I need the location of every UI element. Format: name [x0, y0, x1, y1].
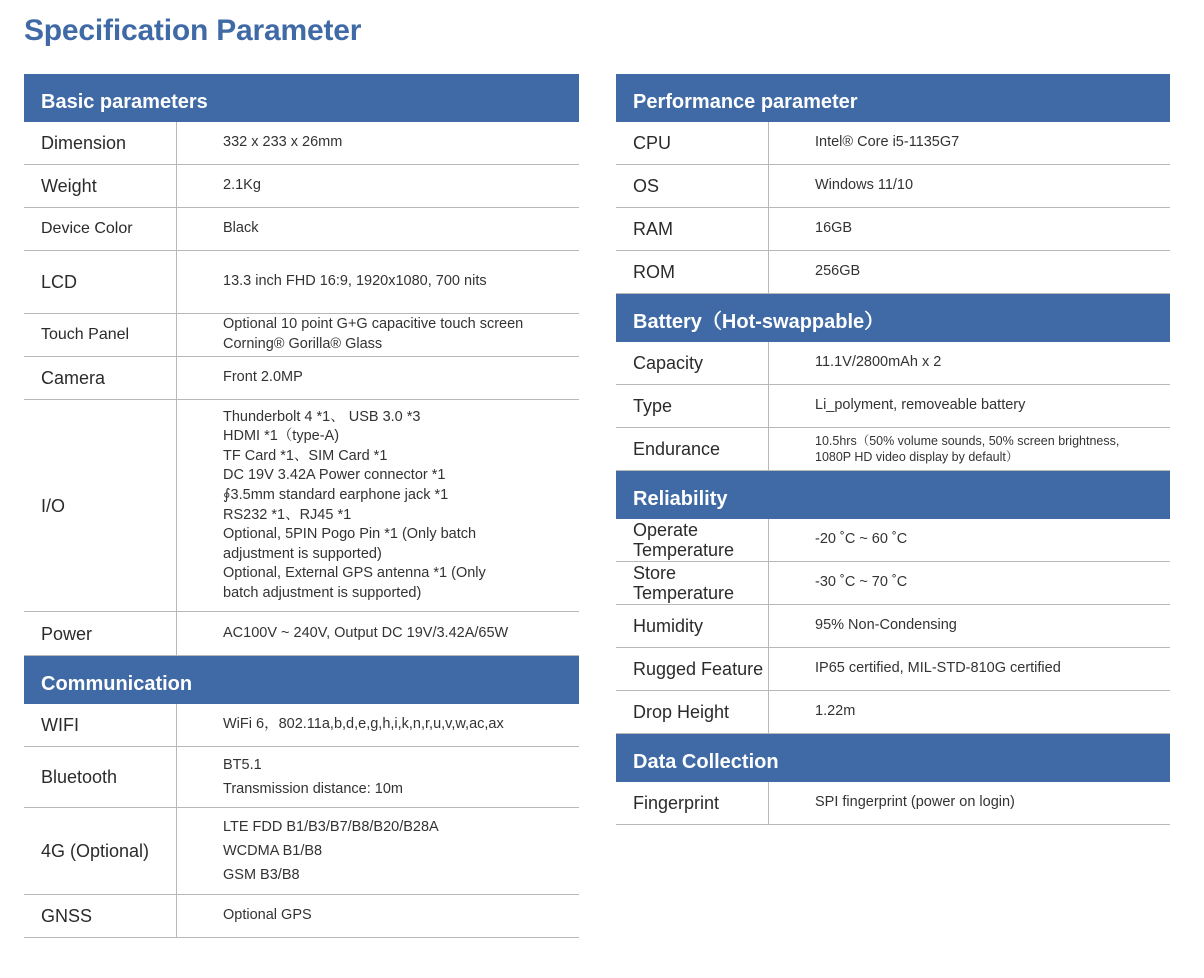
spec-row-rom: [616, 251, 1170, 294]
spec-value-line: -20 ˚C ~ 60 ˚C: [815, 531, 908, 548]
spec-value: [769, 122, 1170, 164]
spec-value-line: 10.5hrs（50% volume sounds, 50% screen brightness,: [815, 434, 1120, 448]
spec-value-line: HDMI *1（type-A): [223, 428, 340, 445]
spec-value-line: BT5.1: [223, 757, 262, 773]
right-column: [616, 74, 1170, 825]
spec-row-power: [24, 612, 579, 656]
section-heading-performance-parameter: Performance parameter: [616, 74, 1170, 122]
spec-value: [177, 895, 579, 937]
spec-value: [769, 519, 1170, 561]
spec-label: I/O: [24, 400, 177, 611]
spec-label: Touch Panel: [24, 314, 177, 356]
spec-value-line: Black: [223, 220, 259, 237]
spec-value-line: 13.3 inch FHD 16:9, 1920x1080, 700 nits: [223, 273, 487, 290]
spec-value-line: RS232 *1、RJ45 *1: [223, 506, 352, 523]
spec-value-line: 256GB: [815, 263, 861, 280]
spec-value: [177, 165, 579, 207]
spec-label: WIFI: [24, 704, 177, 746]
spec-value: [177, 122, 579, 164]
spec-label: ROM: [616, 251, 769, 293]
left-column: [24, 74, 579, 938]
spec-value-line: IP65 certified, MIL-STD-810G certified: [815, 660, 1061, 677]
spec-row-endurance: [616, 428, 1170, 471]
spec-value-line: SPI fingerprint (power on login): [815, 794, 1015, 811]
section-heading-reliability: Reliability: [616, 471, 1170, 519]
spec-label: Camera: [24, 357, 177, 399]
spec-row-lcd: [24, 251, 579, 314]
spec-label: Store Temperature: [616, 562, 769, 604]
spec-value-line: Transmission distance: 10m: [223, 781, 403, 797]
spec-value-line: AC100V ~ 240V, Output DC 19V/3.42A/65W: [223, 624, 509, 641]
spec-row-drop-height: [616, 691, 1170, 734]
spec-value: [177, 400, 579, 611]
spec-value-line: 332 x 233 x 26mm: [223, 134, 343, 151]
spec-label: Endurance: [616, 428, 769, 470]
spec-value-line: DC 19V 3.42A Power connector *1: [223, 467, 446, 484]
spec-label: LCD: [24, 251, 177, 313]
spec-value-line: Optional 10 point G+G capacitive touch screen: [223, 316, 524, 333]
spec-value: [769, 208, 1170, 250]
spec-label: GNSS: [24, 895, 177, 937]
spec-label: Device Color: [24, 208, 177, 250]
spec-value: [177, 747, 579, 807]
spec-row-camera: [24, 357, 579, 400]
spec-value-line: Optional GPS: [223, 907, 312, 924]
spec-value-line: batch adjustment is supported): [223, 584, 422, 601]
section-heading-battery-hot-swappable: Battery（Hot-swappable）: [616, 294, 1170, 342]
spec-row-fingerprint: [616, 782, 1170, 825]
spec-row-type: [616, 385, 1170, 428]
spec-value-line: Front 2.0MP: [223, 369, 303, 386]
spec-value: [177, 357, 579, 399]
spec-value-line: 2.1Kg: [223, 177, 261, 194]
spec-value-line: adjustment is supported): [223, 545, 382, 562]
spec-row-rugged-feature: [616, 648, 1170, 691]
spec-row-wifi: [24, 704, 579, 747]
spec-row-device-color: [24, 208, 579, 251]
spec-row-bluetooth: [24, 747, 579, 808]
spec-value-line: -30 ˚C ~ 70 ˚C: [815, 574, 908, 591]
spec-label: RAM: [616, 208, 769, 250]
spec-value-line: 11.1V/2800mAh x 2: [815, 354, 942, 371]
spec-label: Humidity: [616, 605, 769, 647]
spec-label: 4G (Optional): [24, 808, 177, 894]
spec-label: Weight: [24, 165, 177, 207]
spec-value-line: WCDMA B1/B8: [223, 843, 323, 859]
spec-label: Type: [616, 385, 769, 427]
spec-value-line: LTE FDD B1/B3/B7/B8/B20/B28A: [223, 819, 439, 835]
spec-value-line: 95% Non-Condensing: [815, 617, 957, 634]
spec-row-dimension: [24, 122, 579, 165]
spec-value: [769, 385, 1170, 427]
spec-value-line: 16GB: [815, 220, 853, 237]
spec-value-line: Thunderbolt 4 *1、 USB 3.0 *3: [223, 408, 421, 425]
spec-value: [177, 251, 579, 313]
spec-label: Bluetooth: [24, 747, 177, 807]
spec-value: [769, 648, 1170, 690]
spec-row-store-temperature: [616, 562, 1170, 605]
spec-value-line: 1080P HD video display by default）: [815, 450, 1019, 464]
spec-value-line: Corning® Gorilla® Glass: [223, 336, 383, 352]
spec-row-touch-panel: [24, 314, 579, 357]
section-heading-data-collection: Data Collection: [616, 734, 1170, 782]
spec-label: Dimension: [24, 122, 177, 164]
spec-row-os: [616, 165, 1170, 208]
spec-value: [769, 782, 1170, 824]
spec-value-line: WiFi 6，802.11a,b,d,e,g,h,i,k,n,r,u,v,w,ac,ax: [223, 716, 504, 733]
spec-value-line: ∮3.5mm standard earphone jack *1: [223, 486, 449, 503]
spec-row-capacity: [616, 342, 1170, 385]
spec-label: Capacity: [616, 342, 769, 384]
spec-value: [177, 314, 579, 356]
spec-value-line: Optional, 5PIN Pogo Pin *1 (Only batch: [223, 526, 477, 543]
page-title: Specification Parameter: [24, 14, 362, 47]
spec-row-ram: [616, 208, 1170, 251]
section-heading-basic-parameters: Basic parameters: [24, 74, 579, 122]
spec-row-weight: [24, 165, 579, 208]
spec-label: Fingerprint: [616, 782, 769, 824]
spec-row-4g-optional: [24, 808, 579, 895]
spec-label: Drop Height: [616, 691, 769, 733]
spec-value: [769, 428, 1170, 470]
spec-value-line: Intel® Core i5-1135G7: [815, 134, 960, 151]
spec-value: [177, 208, 579, 250]
spec-value: [769, 562, 1170, 604]
spec-value: [177, 612, 579, 655]
spec-value-line: Windows 11/10: [815, 177, 914, 194]
spec-label: OS: [616, 165, 769, 207]
spec-row-gnss: [24, 895, 579, 938]
spec-label: Operate Temperature: [616, 519, 769, 561]
spec-row-i-o: [24, 400, 579, 612]
spec-label: CPU: [616, 122, 769, 164]
section-heading-communication: Communication: [24, 656, 579, 704]
spec-row-cpu: [616, 122, 1170, 165]
spec-value-line: 1.22m: [815, 703, 856, 720]
spec-value-line: Li_polyment, removeable battery: [815, 397, 1026, 414]
spec-label: Power: [24, 612, 177, 655]
spec-value-line: GSM B3/B8: [223, 867, 300, 883]
spec-value: [769, 342, 1170, 384]
spec-value: [769, 605, 1170, 647]
spec-value-line: Optional, External GPS antenna *1 (Only: [223, 565, 486, 582]
spec-value: [177, 808, 579, 894]
spec-value: [769, 691, 1170, 733]
spec-value: [769, 165, 1170, 207]
spec-value: [769, 251, 1170, 293]
spec-row-operate-temperature: [616, 519, 1170, 562]
spec-value-line: TF Card *1、SIM Card *1: [223, 447, 388, 464]
spec-label: Rugged Feature: [616, 648, 769, 690]
spec-row-humidity: [616, 605, 1170, 648]
spec-value: [177, 704, 579, 746]
